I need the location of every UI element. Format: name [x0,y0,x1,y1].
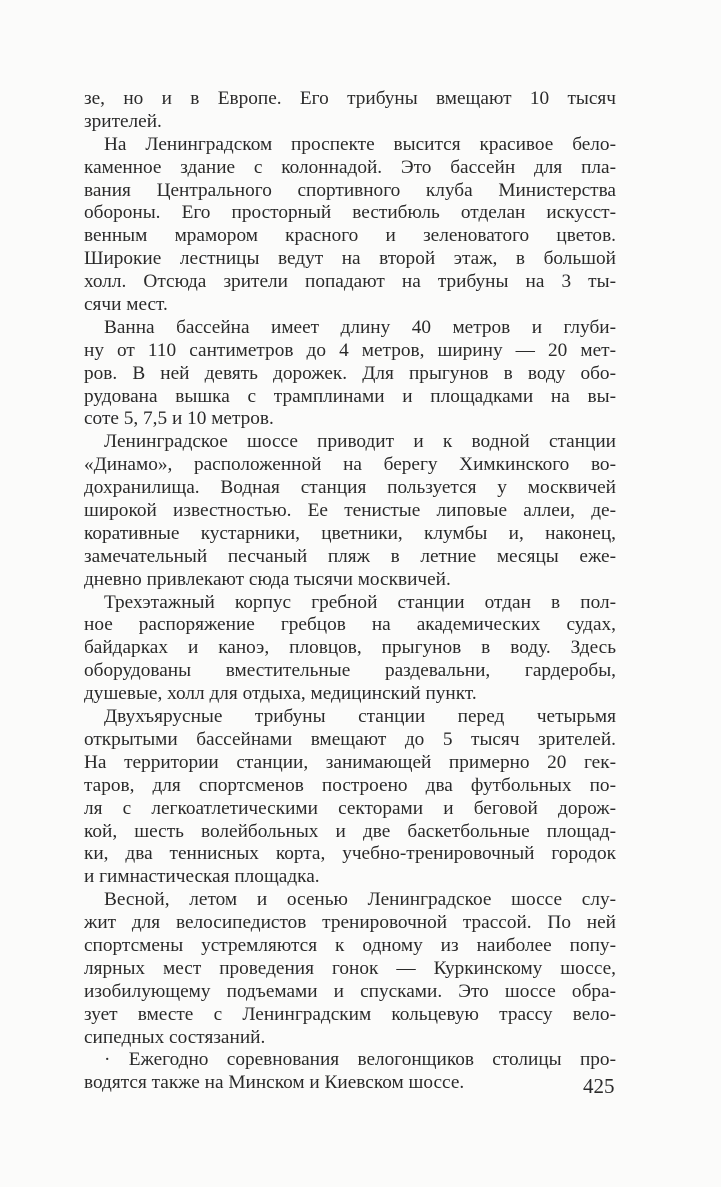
text-line: «Динамо», расположенной на берегу Химкинского во- [84,454,616,476]
text-line: зует вместе с Ленинградским кольцевую трассу вело- [84,1003,616,1025]
text-line: ное распоряжение гребцов на академических судах, [84,614,616,636]
text-line: вания Центрального спортивного клуба Министерства [84,179,616,201]
text-line: замечательный песчаный пляж в летние месяцы еже- [84,545,616,567]
text-line: венным мрамором красного и зеленоватого цветов. [84,225,616,247]
text-line: таров, для спортсменов построено два футбольных по- [84,774,616,796]
text-line: каменное здание с колоннадой. Это бассейн для пла- [84,156,616,178]
text-line: сипедных состязаний. [84,1026,266,1048]
text-line: рудована вышка с трамплинами и площадками на вы- [84,385,616,407]
text-line: спортсмены устремляются к одному из наиболее попу- [84,934,616,956]
text-line: широкой известностью. Ее тенистые липовые аллеи, де- [84,500,616,522]
text-line: ну от 110 сантиметров до 4 метров, ширину — 20 мет- [84,339,616,361]
page-number: 425 [583,1074,615,1098]
text-line: · Ежегодно соревнования велогонщиков столицы про- [104,1049,616,1071]
text-line: байдарках и каноэ, пловцов, прыгунов в воду. Здесь [84,637,616,659]
text-line: душевые, холл для отдыха, медицинский пункт. [84,683,477,705]
text-line: соте 5, 7,5 и 10 метров. [84,408,274,430]
text-line: Ванна бассейна имеет длину 40 метров и глуби- [104,316,616,338]
text-line: ки, два теннисных корта, учебно-тренировочный городок [84,843,616,865]
text-line: Двухъярусные трибуны станции перед четырьмя [104,706,616,728]
text-line: На территории станции, занимающей примерно 20 гек- [84,751,616,773]
text-line: зе, но и в Европе. Его трибуны вмещают 10 тысяч [84,88,616,109]
text-line: зрителей. [84,110,162,132]
text-line: жит для велосипедистов тренировочной трассой. По ней [84,912,616,934]
text-line: изобилующему подъемами и спусками. Это шоссе обра- [84,980,616,1002]
text-line: коративные кустарники, цветники, клумбы и, наконец, [84,522,616,544]
text-line: лярных мест проведения гонок — Куркинскому шоссе, [84,957,616,979]
text-line: Широкие лестницы ведут на второй этаж, в большой [84,248,616,270]
text-line: дохранилища. Водная станция пользуется у москвичей [84,477,616,499]
text-line: открытыми бассейнами вмещают до 5 тысяч зрителей. [84,728,616,750]
text-line: Весной, летом и осенью Ленинградское шоссе слу- [104,889,616,911]
text-line: кой, шесть волейбольных и две баскетбольные площад- [84,820,616,842]
text-line: дневно привлекают сюда тысячи москвичей. [84,568,451,590]
text-line: и гимнастическая площадка. [84,866,320,888]
text-line: оборудованы вместительные раздевальни, гардеробы, [84,660,616,682]
text-line: водятся также на Минском и Киевском шоссе. [84,1072,465,1094]
text-line: сячи мест. [84,294,168,316]
text-line: Ленинградское шоссе приводит и к водной станции [104,431,616,453]
text-line: ров. В ней девять дорожек. Для прыгунов в воду обо- [84,362,616,384]
text-line: холл. Отсюда зрители попадают на трибуны на 3 ты- [84,271,616,293]
text-line: ля с легкоатлетическими секторами и беговой дорож- [84,797,616,819]
text-line: На Ленинградском проспекте высится красивое бело- [104,133,616,155]
body-text [84,88,616,1095]
text-line: обороны. Его просторный вестибюль отделан искусст- [84,202,616,224]
text-line: Трехэтажный корпус гребной станции отдан в пол- [104,591,616,613]
